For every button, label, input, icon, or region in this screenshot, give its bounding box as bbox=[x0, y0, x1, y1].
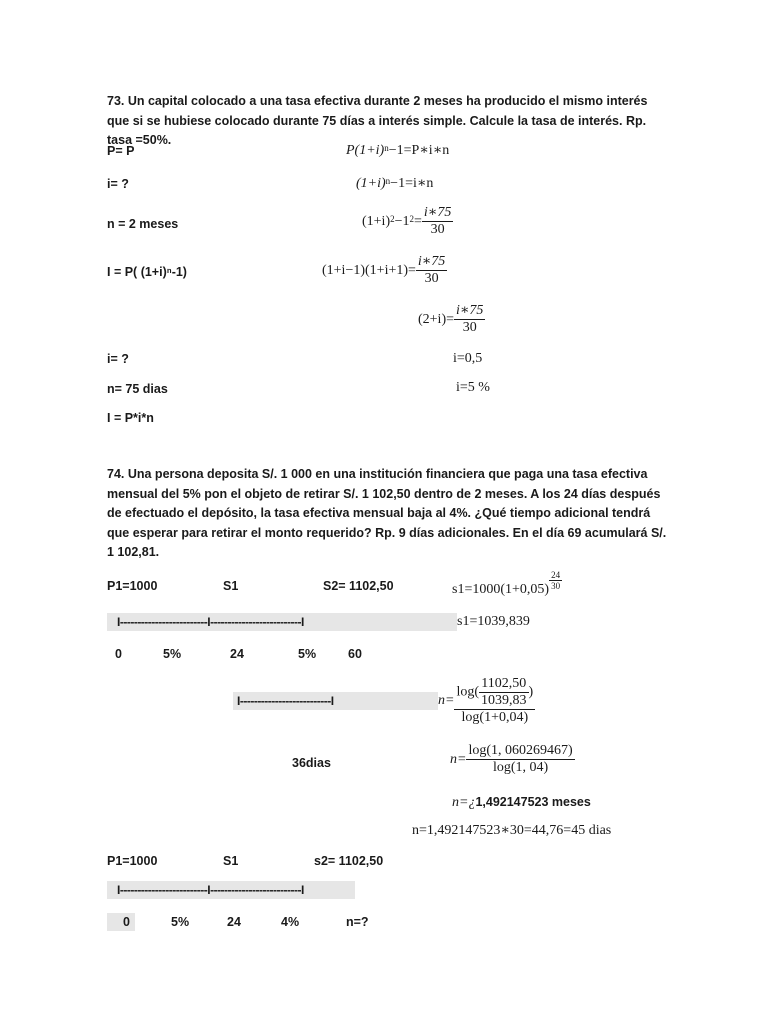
formula-simple: I = P*i*n bbox=[107, 411, 154, 425]
problem-73-statement: 73. Un capital colocado a una tasa efectiva durante 2 meses ha producido el mismo interés que si se hubiese colocado durante 75 días a interés simple. Calcule la tasa de interés. Rp. tasa =50%. bbox=[107, 94, 648, 147]
timeline-3: I-------------------------I--------------------------I bbox=[117, 883, 304, 897]
s1-label: S1 bbox=[223, 579, 239, 593]
formula-compound: I = P( (1+i)ⁿ-1) bbox=[107, 265, 187, 279]
tick-rate-2: 5% bbox=[298, 647, 317, 661]
s2-label: S2= 1102,50 bbox=[323, 579, 394, 593]
equation-5: (2+i)= $\frac{i∗75}{30}$ bbox=[418, 303, 484, 336]
tick2-rate-1: 5% bbox=[171, 915, 190, 929]
s1-equation: s1=1000(1+0,05) $\frac{24}{30}$ bbox=[452, 570, 561, 597]
n-equation-3: n=¿1,492147523 meses bbox=[452, 795, 591, 810]
n-equation-1: n= log( $\frac{1102,50}{1039,83}$ ) log(1+0,04) bbox=[438, 675, 534, 725]
given-p: P= P bbox=[107, 144, 135, 158]
given-n: n = 2 meses bbox=[107, 217, 179, 231]
days-label: 36dias bbox=[292, 756, 331, 770]
equation-7: i=5 % bbox=[456, 380, 490, 395]
s2-label-2: s2= 1102,50 bbox=[314, 854, 384, 868]
tick-24: 24 bbox=[230, 647, 244, 661]
tick-rate-1: 5% bbox=[163, 647, 182, 661]
equation-1: $P(1+i)^n-1=P∗i∗n$ bbox=[346, 143, 450, 158]
equation-3: $(1+i)^2-1^2=$ $\frac{i∗75}{30}$ bbox=[362, 205, 452, 238]
problem-74-statement: 74. Una persona deposita S/. 1 000 en una institución financiera que paga una tasa efectiva mensual del 5% pon el objeto de retirar S/. 1 102,50 dentro de 2 meses. A los 24 días después de efectuado el depósito, la tasa efectiva mensual baja al 4%. ¿Qué tiempo adicional tendrá que esperar para retirar el monto requerido? Rp. 9 días adicionales. En el día 69 acumulará S/. 1 102,81. bbox=[107, 467, 667, 559]
equation-6: i=0,5 bbox=[453, 351, 483, 366]
tick-highlight bbox=[107, 913, 135, 931]
p1-label-2: P1=1000 bbox=[107, 854, 158, 868]
tick2-n: n=? bbox=[346, 915, 369, 929]
n-equation-4: n=1,492147523∗30=44,76=45 dias bbox=[412, 823, 612, 838]
tick-60: 60 bbox=[348, 647, 362, 661]
given-i: i= ? bbox=[107, 177, 129, 191]
given-i-2: i= ? bbox=[107, 352, 129, 366]
p1-label: P1=1000 bbox=[107, 579, 158, 593]
tick2-24: 24 bbox=[227, 915, 241, 929]
equation-4: (1+i−1)(1+i+1)= $\frac{i∗75}{30}$ bbox=[322, 254, 446, 287]
s1-result: s1=1039,839 bbox=[457, 614, 530, 629]
given-n-days: n= 75 dias bbox=[107, 382, 168, 396]
timeline-2: I--------------------------I bbox=[237, 694, 334, 708]
s1-label-2: S1 bbox=[223, 854, 239, 868]
tick2-rate-2: 4% bbox=[281, 915, 300, 929]
tick-0: 0 bbox=[115, 647, 122, 661]
timeline-1: I-------------------------I--------------------------I bbox=[117, 615, 304, 629]
n-equation-2: n= $\frac{\log(1, 060269467)}{\log(1, 04)}$ bbox=[450, 743, 573, 776]
equation-2: $(1+i)^n-1=i∗n$ bbox=[356, 176, 434, 191]
tick2-0: 0 bbox=[123, 915, 130, 929]
